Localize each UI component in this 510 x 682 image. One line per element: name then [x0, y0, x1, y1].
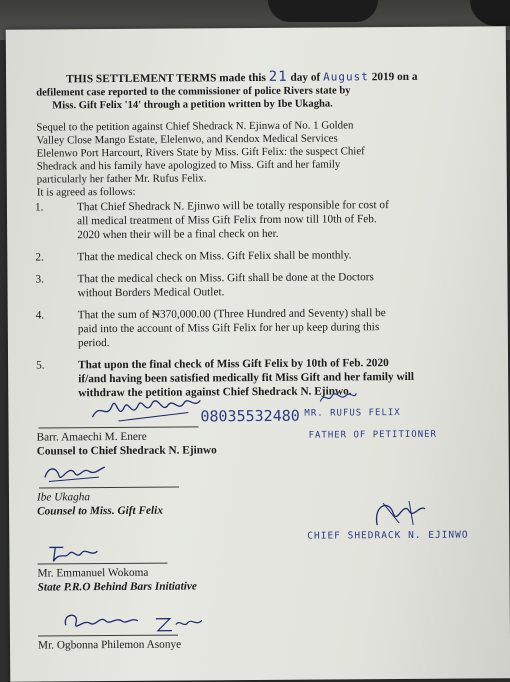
item-number: 3. [35, 273, 45, 286]
intro-line-2: defilement case reported to the commissioner of police Rivers state by [36, 85, 351, 99]
signature-ukagha [39, 459, 109, 489]
item-line: withdraw the petition against Chief Shedrack N. Ejinwo. [78, 385, 352, 400]
signature-enere [88, 390, 208, 431]
signature-rufus-felix [318, 387, 358, 407]
intro-line-3: Miss. Gift Felix '14' through a petition written by Ibe Ukagha. [52, 98, 333, 112]
settlement-document [6, 26, 510, 681]
item-line: without Borders Medical Outlet. [77, 286, 225, 300]
item-number: 4. [35, 309, 45, 322]
paragraph-line: Sequel to the petition against Chief Shedrack N. Ejinwa of No. 1 Golden [36, 119, 354, 134]
intro-text: day of [290, 71, 321, 84]
handwritten-father-role: FATHER OF PETITIONER [308, 429, 437, 441]
item-line: That the sum of ₦370,000.00 (Three Hundred and Seventy) shall be [77, 307, 386, 322]
item-number: 1. [34, 201, 44, 214]
paragraph-line: Shedrack and his family have apologized to Miss. Gift and her family [36, 158, 341, 173]
paragraph-line: Valley Close Mango Estate, Elelenwo, and Kendox Medical Services [36, 132, 338, 147]
handwritten-day: 21 [268, 68, 288, 85]
item-line: That the medical check on Miss. Gift Felix shall be monthly. [77, 249, 352, 264]
witness1-role: State P.R.O Behind Bars Initiative [37, 580, 197, 594]
background-object [268, 0, 378, 22]
handwritten-father-name: MR. RUFUS FELIX [304, 408, 401, 419]
item-line: That Chief Shedrack N. Ejinwo will be totally responsible for cost of [76, 199, 389, 214]
signature-ejinwo [369, 495, 429, 531]
intro-text: made this [219, 71, 266, 85]
item-line: paid into the account of Miss Gift Felix for her up keep during this [77, 321, 380, 336]
handwritten-month: August [323, 70, 369, 84]
item-line: if/and having been satisfied medically fit Miss Gift and her family will [78, 370, 415, 386]
item-line: That upon the final check of Miss Gift Felix by 10th of Feb. 2020 [78, 357, 389, 372]
item-line: period. [77, 337, 110, 350]
counsel2-role: Counsel to Miss. Gift Felix [37, 504, 163, 518]
witness2-name: Mr. Ogbonna Philemon Asonye [37, 638, 182, 652]
paragraph-line: particularly her father Mr. Rufus Felix. [36, 172, 207, 186]
item-line: 2020 when their will be a final check on her. [77, 227, 279, 242]
agreed-heading: It is agreed as follows: [36, 185, 136, 199]
item-line: all medical treatment of Miss Gift Felix from now till 10th of Feb. [77, 213, 377, 228]
item-number: 5. [36, 359, 45, 372]
handwritten-chief-name: CHIEF SHEDRACK N. EJINWO [307, 529, 469, 542]
counsel2-name: Ibe Ukagha [36, 491, 91, 504]
signature-wokoma [45, 541, 105, 565]
item-number: 2. [35, 251, 44, 264]
handwritten-phone: 08035532480 [200, 406, 300, 426]
item-line: That the medical check on Miss. Gift shall be done at the Doctors [77, 271, 374, 286]
intro-text: 2019 on a [371, 70, 418, 84]
counsel1-role: Counsel to Chief Shedrack N. Ejinwo [36, 444, 217, 458]
intro-line-1 [66, 70, 418, 86]
paragraph-line: Elelenwo Port Harcourt, Rivers State by Miss. Gift Felix: the suspect Chief [36, 145, 365, 160]
counsel1-name: Barr. Amaechi M. Enere [36, 430, 147, 444]
witness1-name: Mr. Emmanuel Wokoma [37, 566, 149, 580]
intro-title: THIS SETTLEMENT TERMS [66, 72, 217, 86]
